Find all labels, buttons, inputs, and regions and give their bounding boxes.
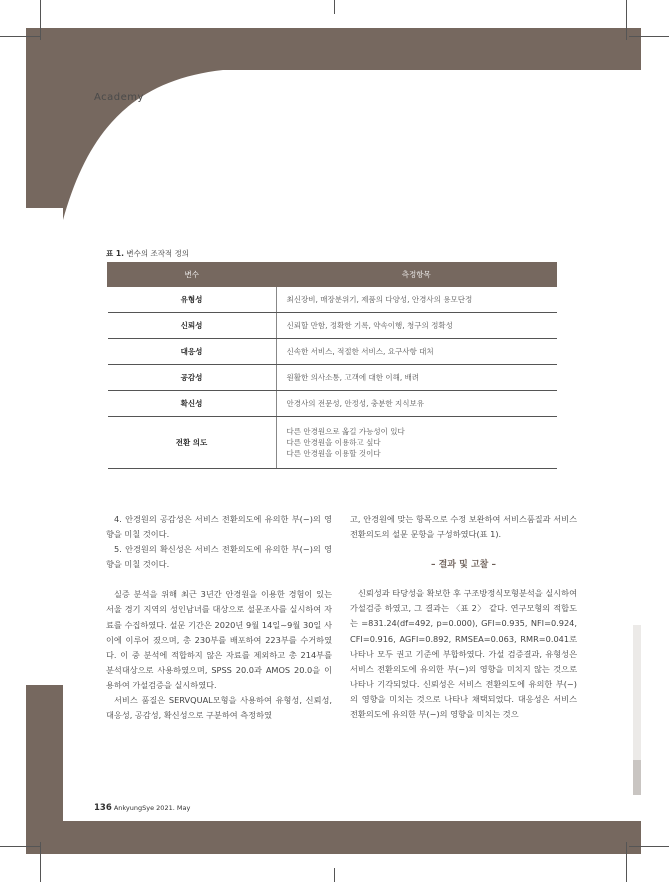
page-number: 136 <box>94 803 112 813</box>
variable-cell: 공감성 <box>108 365 277 391</box>
publication-name: AnkyungSye 2021. May <box>113 804 191 812</box>
crop-mark <box>40 0 41 40</box>
table-row <box>108 391 557 417</box>
table-row <box>108 287 557 313</box>
items-cell: 신속한 서비스, 적절한 서비스, 요구사항 대처 <box>276 339 557 365</box>
table-row <box>108 417 557 469</box>
crop-mark <box>0 36 40 37</box>
hypothesis-4: 4. 안경원의 공감성은 서비스 전환의도에 유의한 부(−)의 영향을 미칠 것이다. <box>106 514 332 540</box>
variables-table <box>107 262 557 469</box>
crop-mark <box>626 0 627 40</box>
header-band <box>26 28 641 70</box>
crop-mark <box>626 842 627 882</box>
continuation-paragraph: 고, 안경원에 맞는 항목으로 수정 보완하여 서비스품질과 서비스 전환의도의 설문 문항을 구성하였다(표 1). <box>350 514 577 540</box>
variable-cell: 전환 의도 <box>108 417 277 469</box>
table-caption-label: 표 1. <box>106 249 124 258</box>
section-brand: Academy <box>94 92 144 103</box>
items-cell <box>276 417 557 469</box>
servqual-paragraph: 서비스 품질은 SERVQUAL모형을 사용하여 유형성, 신뢰성, 대응성, 공감성, 확신성으로 구분하여 측정하였 <box>106 695 332 721</box>
table-row <box>108 313 557 339</box>
table-header-items: 측정항목 <box>276 263 557 287</box>
crop-mark <box>629 846 669 847</box>
table-row <box>108 339 557 365</box>
crop-mark <box>0 846 40 847</box>
crop-mark <box>40 842 41 882</box>
footer-band <box>26 821 641 854</box>
body-column-left <box>106 512 332 723</box>
side-strip-dark <box>633 760 641 795</box>
crop-mark <box>334 868 335 882</box>
item-line: 다른 안경원으로 옮길 가능성이 있다 <box>286 427 405 436</box>
hypothesis-5: 5. 안경원의 확신성은 서비스 전환의도에 유의한 부(−)의 영향을 미칠 것이다. <box>106 544 332 570</box>
items-cell: 원활한 의사소통, 고객에 대한 이해, 배려 <box>276 365 557 391</box>
table-header-variable: 변수 <box>108 263 277 287</box>
section-heading: – 결과 및 고찰 – <box>430 560 496 571</box>
variable-cell: 신뢰성 <box>108 313 277 339</box>
table-caption <box>106 248 189 259</box>
item-line: 다른 안경원을 이용할 것이다 <box>286 449 381 458</box>
variable-cell: 대응성 <box>108 339 277 365</box>
table-row <box>108 365 557 391</box>
item-line: 다른 안경원을 이용하고 싶다 <box>286 438 381 447</box>
variable-cell: 확신성 <box>108 391 277 417</box>
page-footer <box>94 803 190 813</box>
items-cell: 안경사의 전문성, 안정성, 충분한 지식보유 <box>276 391 557 417</box>
variable-cell: 유형성 <box>108 287 277 313</box>
results-paragraph: 신뢰성과 타당성을 확보한 후 구조방정식모형분석을 실시하여 가설검증 하였고, 그 결과는 〈표 2〉 같다. 연구모형의 적합도는 =831.24(df=492, p=0.000), GFI=0.935, NFI=0.924, CFI=0.916, AGFI=0.892, RMSEA=0.063, RMR=0.041로 나타나 모두 권고 기준에 부합하였다. 가설 검증결과, 유형성은 서비스 전환의도에 유의한 부(−)의 영향을 미치지 않는 것으로 나타나 기각되었다. 신뢰성은 서비스 전환의도에 유의한 부(−)의 영향을 미치는 것으로 나타나 채택되었다. 대응성은 서비스 전환의도에 유의한 부(−)의 영향을 미치는 것으 <box>350 588 577 720</box>
left-band-top <box>26 28 63 208</box>
crop-mark <box>629 36 669 37</box>
items-cell: 최신장비, 매장분위기, 제품의 다양성, 안경사의 용모단정 <box>276 287 557 313</box>
method-paragraph: 실증 분석을 위해 최근 3년간 안경원을 이용한 경험이 있는 서울 경기 지역의 성인남녀를 대상으로 설문조사를 실시하여 자료를 수집하였다. 설문 기간은 2020년 9월 14일~9월 30일 사이에 이루어 졌으며, 총 230부를 배포하여 223부를 수거하였다. 이 중 분석에 적합하지 않은 자료를 제외하고 총 214부를 분석대상으로 사용하였으며, SPSS 20.0과 AMOS 20.0을 이용하여 가설검증을 실시하였다. <box>106 589 332 690</box>
table-caption-text: 변수의 조작적 정의 <box>126 249 190 258</box>
crop-mark <box>334 0 335 14</box>
items-cell: 신뢰할 만함, 정확한 기록, 약속이행, 청구의 정확성 <box>276 313 557 339</box>
body-column-right <box>350 512 577 722</box>
